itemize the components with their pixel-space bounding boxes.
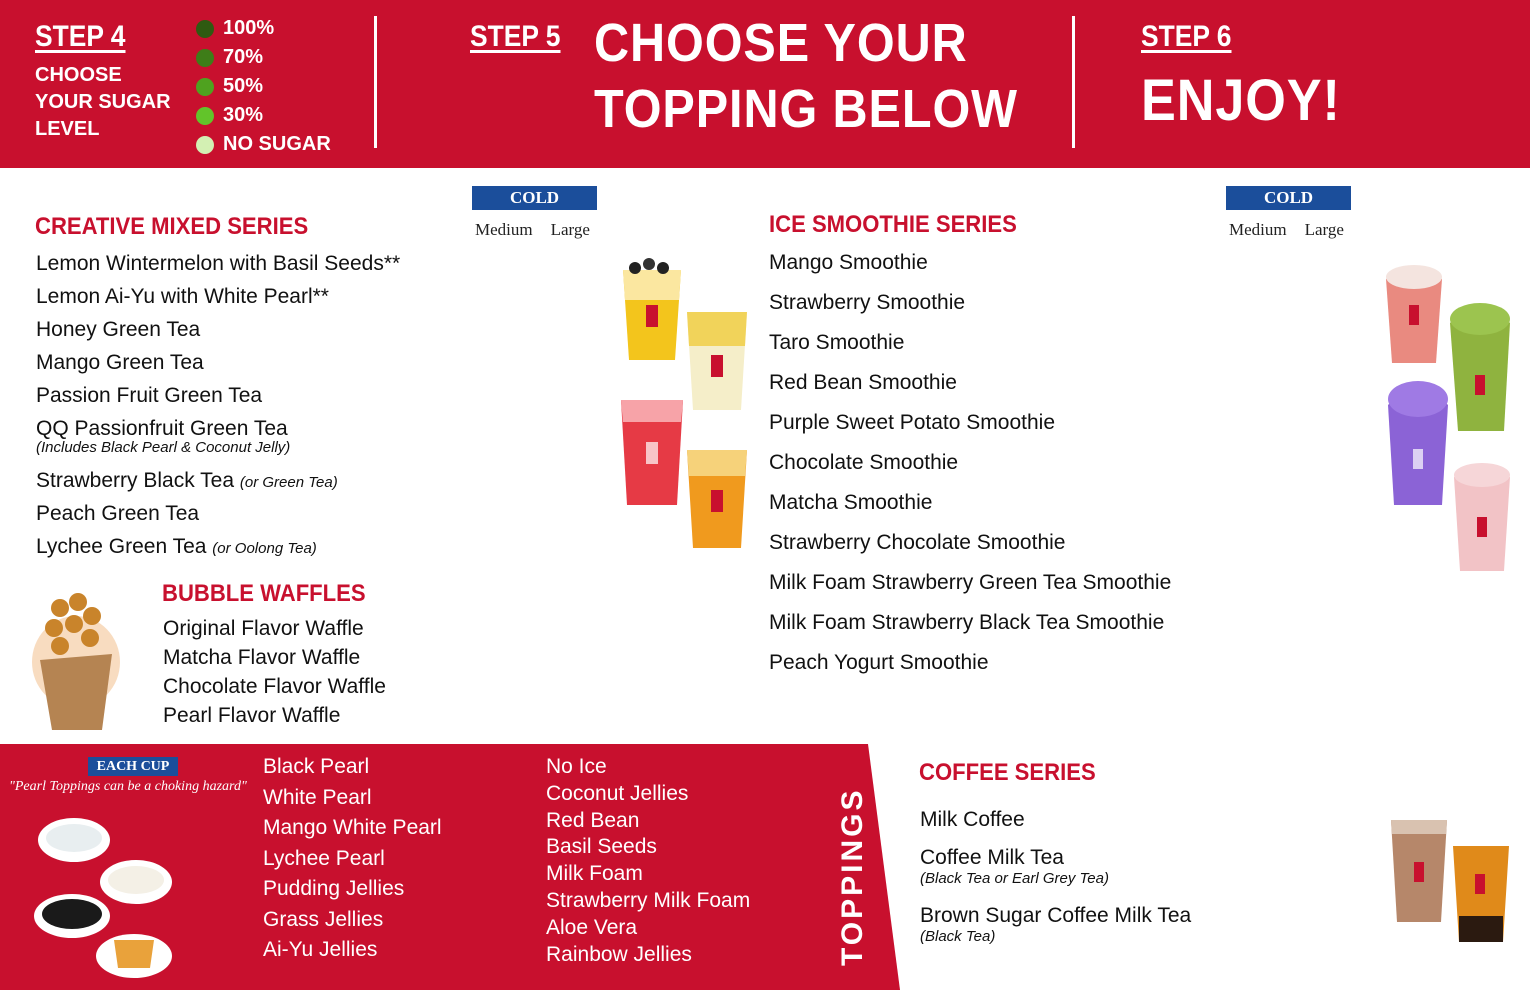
item-note: (Black Tea) bbox=[920, 928, 996, 945]
waffle-illustration bbox=[30, 590, 122, 732]
topping-item[interactable]: White Pearl bbox=[263, 785, 372, 809]
item-name: Honey Green Tea bbox=[36, 318, 201, 341]
item-name: Peach Green Tea bbox=[36, 502, 200, 525]
topping-item[interactable]: Basil Seeds bbox=[546, 835, 657, 859]
smoothie-drinks-illustration bbox=[1380, 255, 1515, 575]
item-note: (Black Tea or Earl Grey Tea) bbox=[920, 870, 1109, 887]
topping-item[interactable]: Red Bean bbox=[546, 808, 640, 832]
coffee-title: COFFEE SERIES bbox=[919, 759, 1096, 786]
step6-enjoy: ENJOY! bbox=[1141, 68, 1341, 133]
coffee-drinks-illustration bbox=[1385, 812, 1515, 947]
menu-item[interactable] bbox=[36, 318, 456, 351]
sugar-label: 100% bbox=[223, 17, 275, 39]
coffee-list bbox=[920, 808, 1191, 956]
menu-item[interactable]: Chocolate Smoothie bbox=[769, 451, 959, 474]
step4-line: CHOOSE bbox=[35, 64, 122, 86]
sugar-dot-icon bbox=[196, 136, 214, 154]
waffles-list bbox=[163, 617, 386, 733]
menu-item[interactable]: Original Flavor Waffle bbox=[163, 617, 364, 640]
cup-icon bbox=[1453, 846, 1509, 942]
topping-item[interactable]: Mango White Pearl bbox=[263, 816, 442, 839]
sugar-label: 50% bbox=[223, 75, 264, 97]
cup-icon bbox=[623, 258, 681, 360]
sugar-level-list bbox=[196, 14, 331, 159]
menu-item[interactable] bbox=[920, 904, 1191, 956]
topping-item[interactable]: Milk Foam bbox=[546, 862, 643, 886]
size-medium: Medium bbox=[1229, 220, 1287, 239]
cup-icon bbox=[1386, 265, 1442, 363]
item-name: Lychee Green Tea bbox=[36, 535, 207, 558]
menu-item[interactable]: Strawberry Chocolate Smoothie bbox=[769, 531, 1066, 554]
menu-item[interactable] bbox=[36, 384, 456, 417]
size-large: Large bbox=[550, 220, 590, 239]
sugar-label: NO SUGAR bbox=[223, 133, 331, 155]
sugar-label: 70% bbox=[223, 46, 264, 68]
item-note: (Includes Black Pearl & Coconut Jelly) bbox=[36, 439, 291, 456]
size-large: Large bbox=[1304, 220, 1344, 239]
header-divider bbox=[1072, 16, 1075, 148]
menu-item[interactable] bbox=[36, 252, 456, 285]
bowl-icon bbox=[100, 860, 172, 904]
sugar-dot-icon bbox=[196, 78, 214, 96]
cup-icon bbox=[1391, 820, 1447, 922]
menu-item[interactable] bbox=[920, 846, 1191, 904]
menu-item[interactable]: Strawberry Smoothie bbox=[769, 291, 966, 314]
sugar-option-70[interactable] bbox=[196, 43, 331, 72]
creative-cold-badge: COLD bbox=[472, 186, 597, 210]
toppings-col1 bbox=[263, 755, 442, 969]
topping-item[interactable]: Grass Jellies bbox=[263, 907, 384, 931]
cup-icon bbox=[1454, 463, 1510, 571]
toppings-col2 bbox=[546, 755, 750, 969]
topping-item[interactable]: No Ice bbox=[546, 755, 607, 778]
step4-label: STEP 4 bbox=[35, 20, 126, 53]
step5-line: TOPPING BELOW bbox=[594, 79, 1018, 139]
step6-label: STEP 6 bbox=[1141, 20, 1232, 53]
cup-icon bbox=[1388, 381, 1448, 505]
size-medium: Medium bbox=[475, 220, 533, 239]
menu-item[interactable]: Mango Smoothie bbox=[769, 251, 928, 274]
smoothie-cold-badge: COLD bbox=[1226, 186, 1351, 210]
item-name: Passion Fruit Green Tea bbox=[36, 384, 263, 407]
choking-hazard-note: "Pearl Toppings can be a choking hazard" bbox=[9, 779, 247, 794]
menu-item[interactable]: Purple Sweet Potato Smoothie bbox=[769, 411, 1056, 434]
menu-item[interactable] bbox=[36, 535, 456, 568]
step5-heading bbox=[594, 10, 1018, 142]
sugar-option-100[interactable] bbox=[196, 14, 331, 43]
menu-item[interactable] bbox=[36, 351, 456, 384]
creative-sizes bbox=[475, 220, 590, 240]
menu-item[interactable]: Red Bean Smoothie bbox=[769, 371, 957, 394]
topping-item[interactable]: Black Pearl bbox=[263, 755, 370, 778]
menu-item[interactable] bbox=[36, 285, 456, 318]
menu-item[interactable] bbox=[36, 502, 456, 535]
topping-item[interactable]: Aloe Vera bbox=[546, 915, 638, 939]
cup-icon bbox=[1450, 303, 1510, 431]
bowl-icon bbox=[38, 818, 110, 862]
topping-item[interactable]: Pudding Jellies bbox=[263, 877, 405, 900]
item-name: Brown Sugar Coffee Milk Tea bbox=[920, 904, 1192, 927]
item-name: Strawberry Black Tea bbox=[36, 469, 235, 492]
smoothie-list bbox=[769, 251, 1171, 691]
menu-item[interactable] bbox=[36, 417, 456, 469]
item-name: QQ Passionfruit Green Tea bbox=[36, 417, 288, 440]
waffle-cup-icon bbox=[40, 654, 112, 730]
topping-item[interactable]: Coconut Jellies bbox=[546, 781, 689, 805]
step5-label: STEP 5 bbox=[470, 20, 561, 53]
sugar-dot-icon bbox=[196, 49, 214, 67]
menu-item[interactable] bbox=[920, 808, 1191, 846]
toppings-vertical-label: TOPPINGS bbox=[836, 787, 869, 966]
sugar-label: 30% bbox=[223, 104, 264, 126]
sugar-dot-icon bbox=[196, 107, 214, 125]
menu-item[interactable]: Chocolate Flavor Waffle bbox=[163, 675, 386, 698]
cup-icon bbox=[687, 312, 747, 410]
creative-title: CREATIVE MIXED SERIES bbox=[35, 213, 309, 240]
item-name: Mango Green Tea bbox=[36, 351, 204, 374]
bowl-icon bbox=[34, 894, 110, 938]
topping-item[interactable]: Lychee Pearl bbox=[263, 846, 385, 870]
item-name: Lemon Wintermelon with Basil Seeds** bbox=[36, 252, 401, 275]
item-name: Milk Coffee bbox=[920, 808, 1025, 831]
menu-item[interactable]: Milk Foam Strawberry Black Tea Smoothie bbox=[769, 611, 1165, 634]
sugar-option-50[interactable] bbox=[196, 72, 331, 101]
topping-item[interactable]: Ai-Yu Jellies bbox=[263, 938, 378, 961]
step4-line: LEVEL bbox=[35, 118, 100, 140]
toppings-illustration bbox=[30, 812, 180, 982]
smoothie-sizes bbox=[1229, 220, 1344, 240]
step5-line: CHOOSE YOUR bbox=[594, 13, 968, 73]
step4-description bbox=[35, 62, 171, 143]
waffles-title: BUBBLE WAFFLES bbox=[162, 580, 366, 607]
creative-drinks-illustration bbox=[615, 250, 760, 555]
sugar-option-none[interactable] bbox=[196, 130, 331, 159]
item-name: Lemon Ai-Yu with White Pearl** bbox=[36, 285, 329, 308]
sugar-dot-icon bbox=[196, 20, 214, 38]
step4-line: YOUR SUGAR bbox=[35, 91, 171, 113]
cup-icon bbox=[621, 400, 683, 505]
item-name: Coffee Milk Tea bbox=[920, 846, 1064, 869]
menu-item[interactable]: Matcha Smoothie bbox=[769, 491, 933, 514]
menu-item[interactable]: Matcha Flavor Waffle bbox=[163, 646, 361, 669]
item-note: (or Oolong Tea) bbox=[212, 540, 317, 557]
menu-item[interactable]: Taro Smoothie bbox=[769, 331, 905, 354]
each-cup-badge: EACH CUP bbox=[88, 757, 178, 776]
topping-item[interactable]: Strawberry Milk Foam bbox=[546, 888, 751, 912]
bowl-icon bbox=[96, 934, 172, 978]
header-divider bbox=[374, 16, 377, 148]
topping-item[interactable]: Rainbow Jellies bbox=[546, 942, 692, 966]
cup-icon bbox=[687, 450, 747, 548]
item-note: (or Green Tea) bbox=[239, 474, 338, 491]
creative-list bbox=[36, 252, 456, 568]
menu-item[interactable]: Peach Yogurt Smoothie bbox=[769, 651, 989, 674]
menu-item[interactable]: Pearl Flavor Waffle bbox=[163, 704, 341, 727]
menu-item[interactable] bbox=[36, 469, 456, 502]
sugar-option-30[interactable] bbox=[196, 101, 331, 130]
smoothie-title: ICE SMOOTHIE SERIES bbox=[769, 211, 1017, 238]
menu-item[interactable]: Milk Foam Strawberry Green Tea Smoothie bbox=[769, 571, 1172, 594]
